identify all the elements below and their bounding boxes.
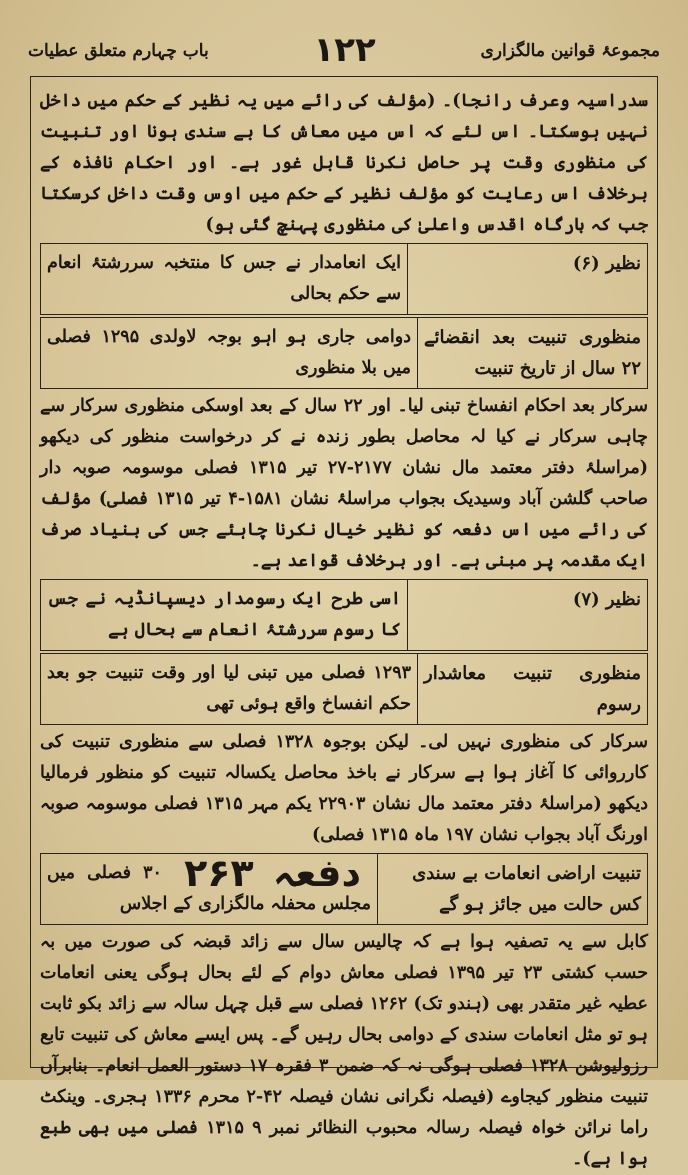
paragraph-3: سرکار کی منظوری نہیں لی۔ لیکن بوجوہ ۱۳۲۸ فصلی سے منظوری تنبیت کی کارروائی کا آغاز ہوا ہے سرکار نے باخذ محاصل یکسالہ تنبیت کو منظور فرمالیا دیکھو (مراسلۂ دفتر معتمد مال نشان ۲۲۹۰۳ یکم مہر ۱۳۱۵ فصلی موسومہ صوبہ اورنگ آباد بجواب نشان ۱۹۷ ماہ ۱۳۱۵ فصلی) (40, 732, 648, 845)
paragraph-2: سرکار بعد احکام انفساخ تبنی لیا۔ اور ۲۲ سال کے بعد اوسکی منظوری سرکار سے چاہی سرکار نے کیا لہ محاصل بطور زندہ نے کر درخواست منظور کی دیکھو (مراسلۂ دفتر معتمد مال نشان ۲۱۷۷-۲۷ تیر ۱۳۱۵ فصلی موسومہ صوبہ دار صاحب گلشن آباد وسیدیک بجواب مراسلۂ نشان ۱۵۸۱-۴ تیر ۱۳۱۵ فصلی) مؤلف کی رائے میں اس دفعہ کو نظیر خیال نکرنا چاہئے جس کی بنیاد صرف ایک مقدمہ پر مبنی ہے۔ اور برخلاف قواعد ہے۔ (40, 396, 648, 571)
precedent-7-text: اسی طرح ایک رسومدار دیسپانڈیہ نے جس کا رسوم سررشتۂ انعام سے بحال ہے (47, 589, 401, 640)
page-body (40, 86, 649, 1169)
section-263-sidenote (377, 854, 647, 924)
precedent-6-subject (40, 317, 648, 389)
paragraph-1: سدراسیہ وعرف رانجا)۔ (مؤلف کی رائے میں یہ نظیر کے حکم میں داخل نہیں ہوسکتا۔ اس لئے کہ اس میں معاش کا بے سندی ہونا اور تنبیت کی منظوری وقت پر حاصل نکرنا قابل غور ہے۔ اور احکام نافذہ کے برخلاف اس رعایت کو مؤلف نظیر کے حکم میں اوس وقت داخل کرسکتا جب کہ بارگاہ اقدس واعلیٰ کی منظوری پہنچ گئی ہو) (40, 91, 648, 235)
precedent-6-header (40, 243, 648, 315)
section-263-number: دفعہ ۲۶۳ (184, 851, 362, 895)
precedent-7-subject (40, 653, 648, 725)
section-263-text (41, 851, 377, 924)
section-263-sidenote-line-2: کس حالت میں جائز ہو گے (439, 894, 641, 915)
header-book-title: مجموعۂ قوانین مالگزاری (480, 40, 660, 61)
precedent-7-header (40, 579, 648, 651)
paragraph-4: کابل سے یہ تصفیہ ہوا ہے کہ چالیس سال سے زائد قبضہ کی صورت میں بہ حسب کشتی ۲۳ تیر ۱۳۹۵ فصلی معاش دوام کے لئے بحال ہوگی یعنی انعامات عطیہ غیر متقدر بھی (ہندو تک) ۱۲۶۲ فصلی سے قبل چہل سالہ سے زائد بکو ثابت ہو تو مثل انعامات سندی کے دوامی بحال رہیں گے۔ پس ایسے معاش کی تنبیت تابع رزولیوشن ۱۳۲۸ فصلی ہوگی نہ کہ ضمن ۳ فقرہ ۱۷ دستور العمل انعام۔ بنابرآں تنبیت منظور کیجاوے (فیصلہ نگرانی نشان فیصلہ ۴۲-۲ محرم ۱۳۳۶ ہجری۔ وینکٹ راما نرائن خواہ فیصلہ رسالہ محبوب النظائر نمبر ۹ ۱۳۱۵ فصلی میں بھی طبع ہوا ہے)۔ (40, 932, 649, 1169)
section-263-sidenote-line-1: تنبیت اراضی انعامات بے سندی (412, 863, 641, 884)
precedent-6-subject-label: منظوری تنبیت بعد انقضائے ۲۲ سال از تاریخ تنبیت (417, 318, 647, 388)
precedent-6-subject-text: دوامی جاری ہو اہو بوجہ لاولدی ۱۲۹۵ فصلی میں بلا منظوری (47, 327, 412, 378)
section-263-heading (40, 853, 648, 925)
page-header (28, 30, 660, 70)
precedent-7-subject-text: ۱۲۹۳ فصلی میں تبنی لیا اور وقت تنبیت جو بعد حکم انفساخ واقع ہوئی تھی (47, 663, 411, 714)
precedent-6-text: ایک انعامدار نے جس کا منتخبہ سررشتۂ انعام سے حکم بحالی (47, 253, 401, 304)
precedent-7-label: نظیر (۷) (407, 580, 647, 650)
precedent-6-label: نظیر (۶) (407, 244, 647, 314)
header-chapter-title: باب چہارم متعلق عطیات (28, 40, 209, 61)
page-number: ۱۲۲ (313, 30, 376, 70)
section-263-opening: ۳۰ فصلی میں مجلس محفلہ مالگزاری کے اجلاس (47, 863, 371, 914)
precedent-7-subject-label: منظوری تنبیت معاشدار رسوم (417, 654, 647, 724)
